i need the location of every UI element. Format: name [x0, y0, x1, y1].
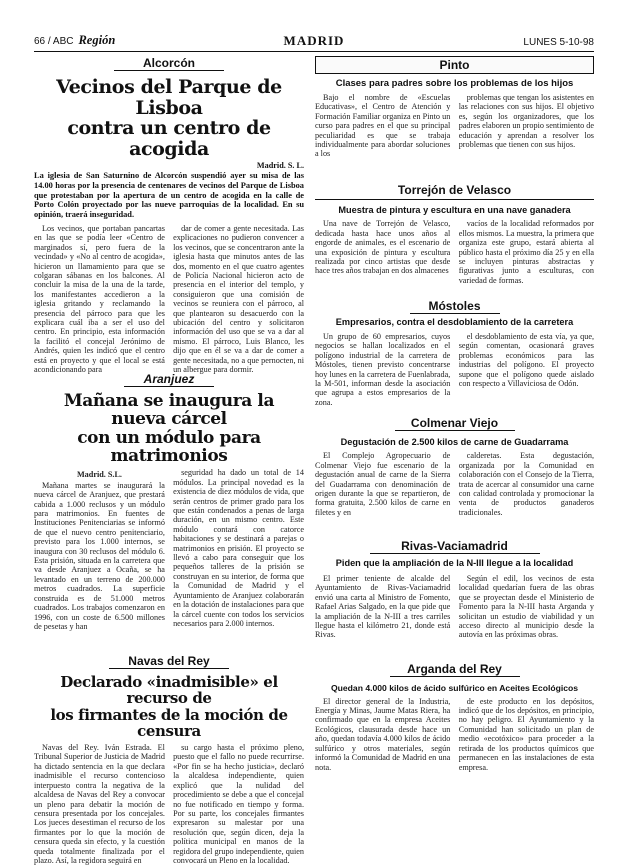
alcorcon-text-1: Los vecinos, que portaban pancartas en las que se podía leer «Centro de marginados sí, pero fuera de la vecindad» y «No al centro de acogida», hicieron un llamamiento para que se colgaran sábanas en los balcones. Al concluir la misa de la una de la tarde, los manifestantes accedieron a la iglesia gritando y reclamando la presencia del párroco para que les explicara cuál iba a ser el uso del centro. En principio, esta información la facilitó el concejal Jerónimo de Andrés, quien les indicó que el centro está en proyecto y que el local se está acondicionando para	[34, 223, 165, 375]
right-column	[315, 56, 594, 781]
alcorcon-lead: La iglesia de San Saturnino de Alcorcón suspendió ayer su misa de las 14.00 horas por la presencia de centenares de vecinos del Parque de Lisboa que protestaban por la apertura de un centro de acogida en la calle de Porto Colón proyectado por las nueve parroquias de la localidad. En su opinión, traerá inseguridad.	[34, 171, 304, 220]
tag-aranjuez: Aranjuez	[124, 372, 214, 387]
rivas-headline: Piden que la ampliación de la N-III llegue a la localidad	[335, 558, 574, 569]
pinto-text-1: Bajo el nombre de «Escuelas Educativas», el Centro de Atención y Formación Familiar organiza en Pinto un curso para padres en el que su principal peculiaridad es que se trabaja individualmente para abordar soluciones a los	[315, 92, 451, 159]
alcorcon-byline: Madrid. S. L.	[256, 161, 304, 171]
navas-headline-2: los firmantes de la moción de censura	[50, 705, 288, 740]
pinto-col-2	[459, 93, 594, 179]
aranjuez-body	[34, 468, 304, 648]
arganda-text-1: El director general de la Industria, Energía y Minas, Jaume Matas Riera, ha confirmado que en la empresa Aceites Ecológicos, clausurada desde hace un año, quedan todavía 4.000 kilos de ácido sulfúrico y otros materiales, según informó la Comunidad de Madrid en una nota.	[315, 696, 451, 772]
navas-body	[34, 743, 304, 865]
arganda-col-1	[315, 697, 450, 781]
colmenar-body	[315, 451, 594, 535]
tag-navas: Navas del Rey	[109, 654, 229, 669]
tag-colmenar: Colmenar Viejo	[395, 416, 515, 431]
navas-headline-1: Declarado «inadmisible» el recurso de	[60, 673, 278, 708]
alcorcon-headline-2: contra un centro de acogida	[67, 117, 271, 160]
left-column	[34, 56, 304, 865]
navas-col-2	[173, 743, 304, 865]
navas-text-2: su cargo hasta el próximo pleno, puesto que el fallo no puede recurrirse. «Por fin se ha hecho justicia», declaró la alcaldesa independiente, quien explicó que la nulidad del procedimiento se debe a que el concejal no fue notificado en tiempo y forma. Por su parte, los concejales firmantes expresaron su malestar por una resolución que, según dicen, deja la política municipal en manos de la regidora del grupo independiente, quien convocará un Pleno en la localidad.	[173, 743, 304, 865]
alcorcon-body	[34, 223, 304, 375]
rivas-col-2	[459, 574, 594, 658]
rivas-body	[315, 574, 594, 658]
mostoles-col-1	[315, 332, 450, 412]
arganda-text-2: de este producto en los depósitos, indicó que de los depósitos, en principio, no hay peligro. El Ayuntamiento y la Comunidad han solicitado un plan de medio «ecotóxico» para proceder a la retirada de los productos químicos que permanecen en las instalaciones de esta empresa.	[458, 696, 594, 772]
aranjuez-byline: Madrid. S.L.	[76, 470, 122, 480]
torrejon-col-1	[315, 219, 450, 295]
colmenar-text-1: El Complejo Agropecuario de Colmenar Viejo fue escenario de la degustación anual de carne de la Sierra del Guadarrama con denominación de origen durante la que se repartieron, de forma gratuita, 2.500 kilos de carne en filetes y en	[315, 451, 451, 517]
colmenar-headline: Degustación de 2.500 kilos de carne de Guadarrama	[340, 436, 569, 447]
aranjuez-headline-1: Mañana se inaugura la nueva cárcel	[63, 390, 275, 430]
arganda-col-2	[459, 697, 594, 781]
page-header	[34, 30, 594, 52]
arganda-body	[315, 697, 594, 781]
torrejon-col-2	[459, 219, 594, 295]
aranjuez-text-1: Mañana martes se inaugurará la nueva cárcel de Aranjuez, que prestará cabida a 1.000 reclusos y un módulo para matrimonios. En fuentes de Instituciones Penitenciarias se informó de que el nuevo centro penitenciario, previsto para los 1.000 internos, se inaugura con 30 reclusos del módulo 6. Esta prisión, situada en la carretera que va desde Aranjuez a Ocaña, se ha levantado en un terreno de 200.000 metros cuadrados. La superficie construida es de 51.000 metros cuadrados. Los trabajos comenzaron en 1996, con un coste de 6.500 millones de pesetas y han	[34, 480, 165, 631]
tag-torrejon: Torrejón de Velasco	[315, 183, 594, 200]
aranjuez-col-1	[34, 468, 165, 648]
alcorcon-col-2	[173, 223, 304, 375]
pinto-col-1	[315, 93, 450, 179]
pinto-body	[315, 93, 594, 179]
tag-alcorcon: Alcorcón	[114, 56, 224, 71]
mostoles-text-2: el desdoblamiento de esta vía, ya que, según comentan, ocasionará graves problemas económicos para las industrias del polígono. El proyecto supone que el polígono quede aislado con respecto a Villaviciosa de Odón.	[458, 331, 594, 388]
mostoles-body	[315, 332, 594, 412]
pinto-text-2: problemas que tengan los asistentes en las relaciones con sus hijos. El objetivo es, según los organizadores, que los padres elaboren un propio sentimiento de educación y aprendan a resolver los problemas que tienen con sus hijos.	[458, 92, 594, 149]
navas-col-1	[34, 743, 165, 865]
tag-rivas: Rivas-Vaciamadrid	[370, 539, 540, 554]
arganda-headline: Quedan 4.000 kilos de ácido sulfúrico en Aceites Ecológicos	[330, 682, 579, 693]
mostoles-col-2	[459, 332, 594, 412]
rivas-text-2: Según el edil, los vecinos de esta localidad quedarían fuera de las obras que se proyectan desde el Ministerio de Fomento para la N-III hasta Arganda y solicitan un estudio de viabilidad y un acceso directo al municipio desde la autovía en las próximas obras.	[458, 573, 594, 640]
mostoles-text-1: Un grupo de 60 empresarios, cuyos negocios se hallan localizados en el polígono industrial de la carretera de Móstoles, tienen previsto concentrarse hoy lunes en la carretera de Fuenlabrada, la M-501, informan desde la asociación que agrupa a estos empresarios de la zona.	[315, 331, 451, 407]
torrejon-text-1: Una nave de Torrejón de Velasco, dedicada hasta hace unos años al engorde de animales, es el escenario de una exposición de pintura y escultura realizada por cinco artistas que desde hace tres años trabajan en dos almacenes	[315, 219, 451, 276]
alcorcon-text-2: dar de comer a gente necesitada. Las explicaciones no pudieron convencer a los vecinos, que se concentraron ante la iglesia hasta que minutos antes de las dos, momento en el que cuatro agentes de Policía Nacional hicieron acto de presencia en el interior del templo, y consiguieron que una comisión de vecinos se reuniera con el párroco, al que plantearon su desacuerdo con la ubicación del centro y solicitaron información del uso que se va a dar al mismo. El párroco, Luis Blanco, les dijo que en él se va a dar de comer a gente necesitada, no a que pernocten, ni un albergue para dormir.	[173, 223, 304, 375]
alcorcon-headline-1: Vecinos del Parque de Lisboa	[56, 76, 282, 119]
tag-pinto: Pinto	[315, 56, 594, 74]
aranjuez-text-2: seguridad ha dado un total de 14 módulos. La principal novedad es la existencia de diez módulos de vida, que serán centros de primer grado para los que están condenados a penas de larga duración, en un mismo centro. Este módulo contará con catorce habitaciones y se destinará a parejas o matrimonios en prisión. El proyecto se llevó a cabo para conseguir que los pequeños talleres de la prisión se construyan en su interior, de forma que la Comunidad de Madrid y el Ayuntamiento de Aranjuez colaborarán en la dotación de instalaciones para que la cárcel cuente con todos los servicios necesarios para 2.000 internos.	[173, 468, 304, 628]
colmenar-col-1	[315, 451, 450, 535]
aranjuez-col-2	[173, 468, 304, 648]
pinto-headline: Clases para padres sobre los problemas de los hijos	[335, 78, 574, 89]
torrejon-body	[315, 219, 594, 295]
tag-arganda: Arganda del Rey	[390, 662, 520, 677]
colmenar-text-2: calderetas. Esta degustación, organizada por la Comunidad en colaboración con el Consejo de la Tierra, trata de acercar al consumidor una carne con calidad controlada y promocionar la venta de productos ganaderos tradicionales.	[458, 451, 594, 517]
section-name: Región	[78, 33, 116, 47]
alcorcon-col-1	[34, 223, 165, 375]
rivas-col-1	[315, 574, 450, 658]
torrejon-text-2: vacíos de la localidad reformados por ellos mismos. La muestra, la primera que organiza este grupo, estará abierta al público hasta el próximo día 25 y en ella se incluyen pinturas abstractas y figurativas junto a esculturas, con variedad de formas.	[458, 219, 594, 285]
rivas-text-1: El primer teniente de alcalde del Ayuntamiento de Rivas-Vaciamadrid envió una carta al Ministro de Fomento, Rafael Arias Salgado, en la que pide que la ampliación de la N-III a tres carriles llegue hasta el kilómetro 21, donde está Rivas.	[315, 573, 451, 640]
aranjuez-headline-2: con un módulo para matrimonios	[77, 427, 261, 466]
tag-mostoles: Móstoles	[410, 299, 500, 314]
page-number: 66 / ABC	[34, 36, 74, 47]
city-title: MADRID	[283, 33, 345, 48]
colmenar-col-2	[459, 451, 594, 535]
navas-text-1: Navas del Rey. Iván Estrada. El Tribunal Superior de Justicia de Madrid ha dictado sentencia en la que declara inadmisible el recurso contencioso interpuesto contra la negativa de la alcaldesa de Navas del Rey a convocar un pleno para debatir la moción de censura presentada por los concejales. Los jueces desestiman el recurso de los firmantes por lo que la moción de censura queda sin efecto, y la cuestión queda totalmente finalizada por el plazo. Así, la regidora seguirá en	[34, 743, 165, 865]
torrejon-headline: Muestra de pintura y escultura en una nave ganadera	[338, 204, 571, 215]
issue-date: LUNES 5-10-98	[523, 37, 594, 48]
mostoles-headline: Empresarios, contra el desdoblamiento de la carretera	[335, 317, 574, 328]
